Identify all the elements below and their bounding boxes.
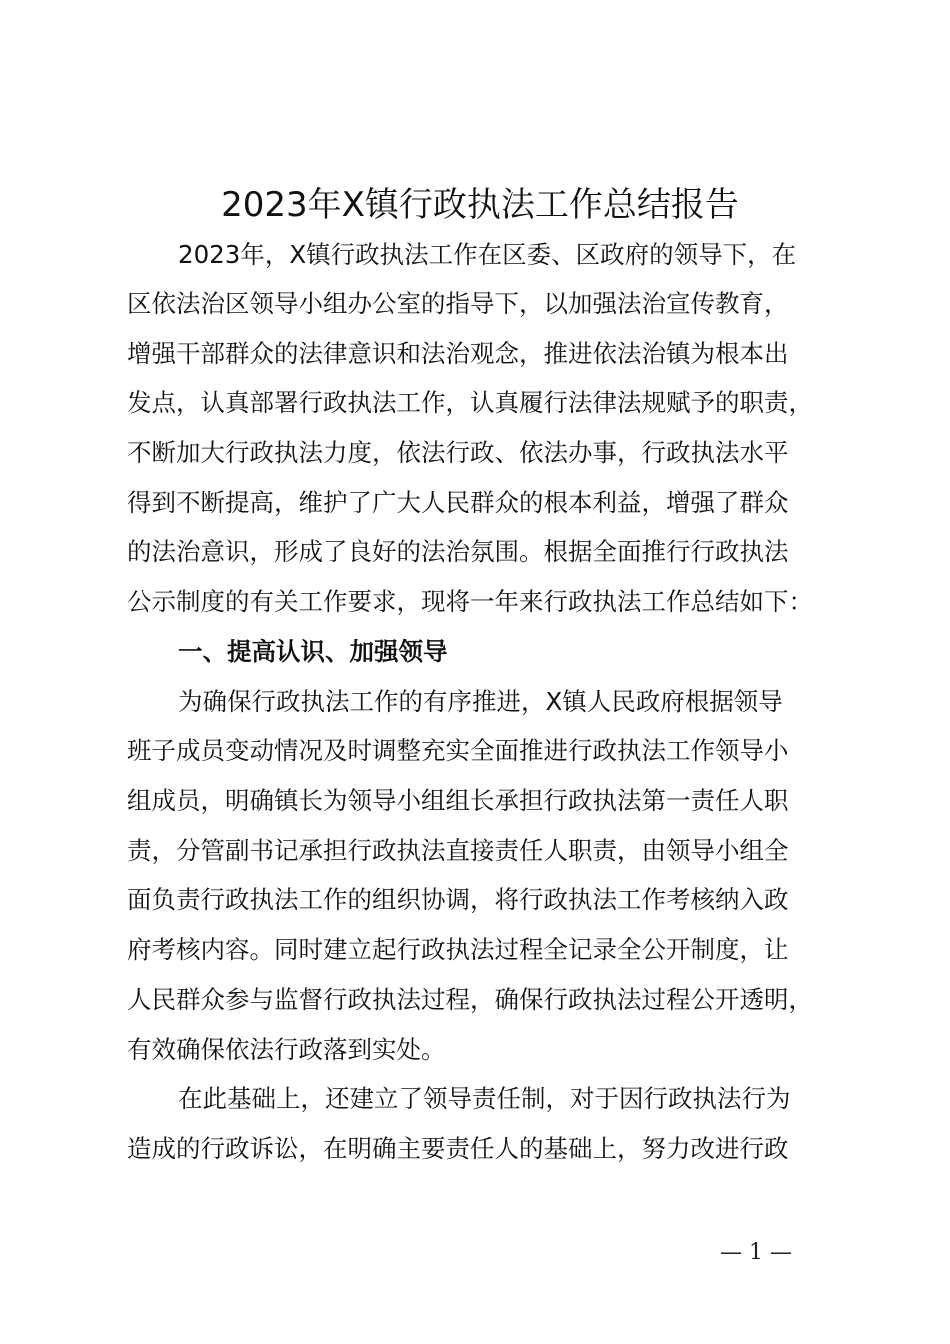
paragraph-line: 人民群众参与监督行政执法过程，确保行政执法过程公开透明， — [127, 985, 813, 1014]
paragraph-line: 区依法治区领导小组办公室的指导下，以加强法治宣传教育， — [127, 289, 789, 318]
paragraph-line: 2023年，X镇行政执法工作在区委、区政府的领导下，在 — [178, 240, 797, 269]
paragraph-line: 组成员，明确镇长为领导小组组长承担行政执法第一责任人职 — [127, 786, 789, 815]
paragraph-line: 府考核内容。同时建立起行政执法过程全记录全公开制度，让 — [127, 935, 789, 964]
paragraph-line: 责，分管副书记承担行政执法直接责任人职责，由领导小组全 — [127, 836, 789, 865]
paragraph-line: 为确保行政执法工作的有序推进，X镇人民政府根据领导 — [178, 687, 783, 716]
paragraph-line: 面负责行政执法工作的组织协调，将行政执法工作考核纳入政 — [127, 885, 789, 914]
paragraph-line: 造成的行政诉讼，在明确主要责任人的基础上，努力改进行政 — [127, 1134, 789, 1163]
paragraph-line: 的法治意识，形成了良好的法治氛围。根据全面推行行政执法 — [127, 537, 789, 566]
section-heading: 一、提高认识、加强领导 — [178, 637, 448, 666]
paragraph-line: 公示制度的有关工作要求，现将一年来行政执法工作总结如下： — [127, 587, 813, 616]
paragraph-line: 有效确保依法行政落到实处。 — [127, 1035, 446, 1064]
paragraph-line: 不断加大行政执法力度，依法行政、依法办事，行政执法水平 — [127, 438, 789, 467]
document-title: 2023年X镇行政执法工作总结报告 — [221, 185, 739, 225]
page-number: — 1 — — [720, 1240, 792, 1265]
paragraph-line: 得到不断提高，维护了广大人民群众的根本利益，增强了群众 — [127, 488, 789, 517]
paragraph-line: 增强干部群众的法律意识和法治观念，推进依法治镇为根本出 — [127, 339, 789, 368]
paragraph-line: 班子成员变动情况及时调整充实全面推进行政执法工作领导小 — [127, 736, 789, 765]
paragraph-line: 在此基础上，还建立了领导责任制，对于因行政执法行为 — [178, 1084, 791, 1113]
paragraph-line: 发点，认真部署行政执法工作，认真履行法律法规赋予的职责， — [127, 388, 813, 417]
